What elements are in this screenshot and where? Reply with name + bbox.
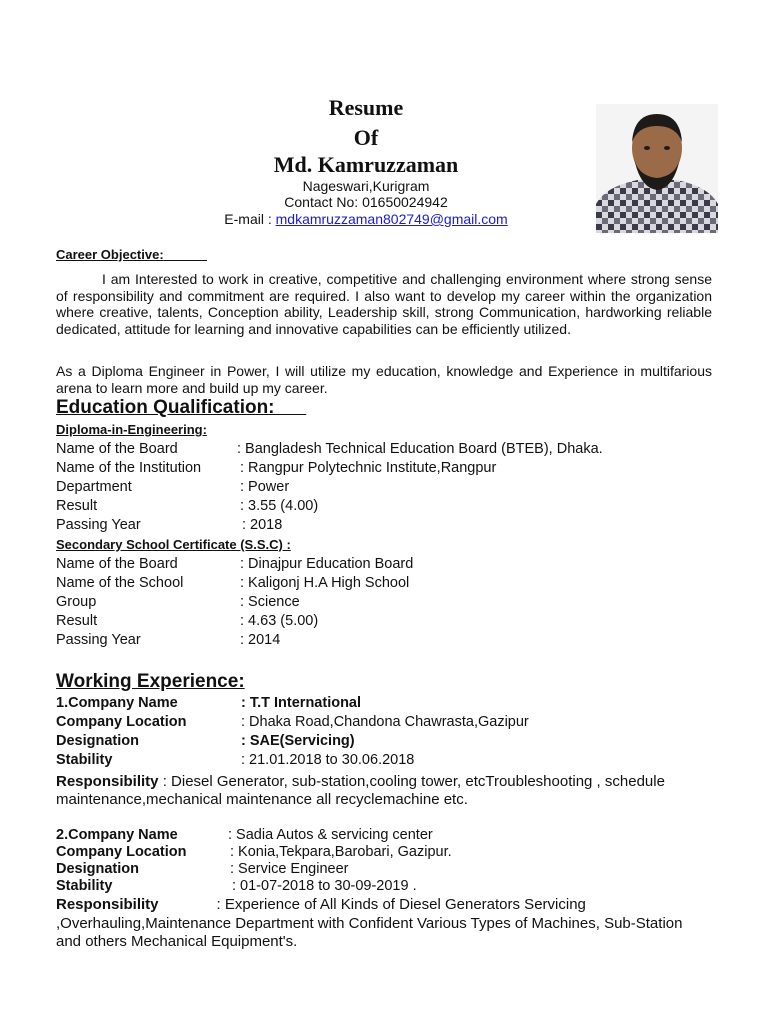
table-row xyxy=(56,694,716,713)
row-label: Name of the School xyxy=(56,575,184,591)
job2-table xyxy=(56,827,716,895)
career-goal-paragraph: As a Diploma Engineer in Power, I will utilize my education, knowledge and Experience in multifarious arena to learn more and build up my career. xyxy=(56,363,712,396)
row-label: Name of the Board xyxy=(56,441,178,457)
table-row xyxy=(56,751,716,770)
row-label: Stability xyxy=(56,878,113,894)
row-value: : Bangladesh Technical Education Board (BTEB), Dhaka. xyxy=(237,441,603,457)
resume-title: Resume xyxy=(328,95,404,120)
ssc-heading: Secondary School Certificate (S.S.C) : xyxy=(56,537,291,552)
table-row xyxy=(56,844,716,861)
ssc-table xyxy=(56,555,716,650)
table-row xyxy=(56,593,716,612)
row-label: Name of the Institution xyxy=(56,460,202,476)
table-row xyxy=(56,478,716,497)
row-label: Stability xyxy=(56,752,113,768)
candidate-name: Md. Kamruzzaman xyxy=(273,152,459,177)
row-label: Company Location xyxy=(56,714,187,730)
table-row xyxy=(56,878,716,895)
contact-number: Contact No: 01650024942 xyxy=(284,194,448,210)
row-label: Designation xyxy=(56,861,139,877)
job1-responsibility xyxy=(56,773,696,809)
working-experience-heading: Working Experience: xyxy=(56,671,245,692)
row-label: Company Location xyxy=(56,844,187,860)
responsibility-label: Responsibility xyxy=(56,773,159,790)
row-label: Group xyxy=(56,594,97,610)
job1-table xyxy=(56,694,716,770)
table-row xyxy=(56,827,716,844)
of-label: Of xyxy=(353,125,379,150)
row-value: : 4.63 (5.00) xyxy=(240,613,319,629)
row-value: : Service Engineer xyxy=(230,861,349,877)
row-value: : 01-07-2018 to 30-09-2019 . xyxy=(232,878,417,894)
career-objective-heading: Career Objective: xyxy=(56,247,164,262)
row-label: Result xyxy=(56,498,98,514)
responsibility-text: : Diesel Generator, sub-station,cooling tower, etcTroubleshooting , schedule maintenance,mechanical maintenance all recyclemachine etc. xyxy=(56,773,665,808)
email-label: E-mail : xyxy=(224,211,276,227)
row-value: : Power xyxy=(240,479,290,495)
row-label: Passing Year xyxy=(56,632,141,648)
row-label: Department xyxy=(56,479,132,495)
job2-responsibility xyxy=(56,896,686,952)
row-value: : 21.01.2018 to 30.06.2018 xyxy=(241,752,415,768)
row-label: 2.Company Name xyxy=(56,827,178,843)
row-value: : Konia,Tekpara,Barobari, Gazipur. xyxy=(230,844,452,860)
table-row xyxy=(56,459,716,478)
row-value: : Kaligonj H.A High School xyxy=(240,575,410,591)
row-value: : Dhaka Road,Chandona Chawrasta,Gazipur xyxy=(241,714,529,730)
table-row xyxy=(56,574,716,593)
diploma-heading: Diploma-in-Engineering: xyxy=(56,422,207,437)
row-value: : Dinajpur Education Board xyxy=(240,556,414,572)
row-label: Name of the Board xyxy=(56,556,178,572)
email-link[interactable]: mdkamruzzaman802749@gmail.com xyxy=(275,211,508,227)
profile-photo xyxy=(596,104,718,233)
table-row xyxy=(56,497,716,516)
responsibility-text: : Experience of All Kinds of Diesel Generators Servicing ,Overhauling,Maintenance Department with Confident Various Types of Machines, Sub-Station and others Mechanical Equipment's. xyxy=(56,896,683,950)
row-label: Passing Year xyxy=(56,517,141,533)
diploma-table xyxy=(56,440,716,535)
row-value: : Sadia Autos & servicing center xyxy=(228,827,433,843)
responsibility-label: Responsibility xyxy=(56,896,159,913)
table-row xyxy=(56,440,716,459)
career-objective-paragraph: I am Interested to work in creative, competitive and challenging environment where strong sense of responsibility and commitment are required. I also want to develop my career within the organization where creative, talents, Conception ability, Leadership skill, strong Communication, hardworking reliable dedicated, attitude for learning and innovative capabilities can be efficiently utilized. xyxy=(56,271,712,337)
row-value: : Rangpur Polytechnic Institute,Rangpur xyxy=(240,460,497,476)
row-value: : 2018 xyxy=(242,517,283,533)
row-value: : 2014 xyxy=(240,632,281,648)
row-value: : SAE(Servicing) xyxy=(241,733,355,749)
education-heading: Education Qualification: xyxy=(56,397,275,418)
row-label: Result xyxy=(56,613,98,629)
table-row xyxy=(56,732,716,751)
row-value: : 3.55 (4.00) xyxy=(240,498,319,514)
address: Nageswari,Kurigram xyxy=(302,178,430,194)
row-label: 1.Company Name xyxy=(56,695,178,711)
row-value: : Science xyxy=(240,594,300,610)
row-label: Designation xyxy=(56,733,139,749)
email-line xyxy=(150,211,582,228)
table-row xyxy=(56,516,716,535)
table-row xyxy=(56,631,716,650)
table-row xyxy=(56,861,716,878)
table-row xyxy=(56,713,716,732)
table-row xyxy=(56,612,716,631)
table-row xyxy=(56,555,716,574)
row-value: : T.T International xyxy=(241,695,362,711)
